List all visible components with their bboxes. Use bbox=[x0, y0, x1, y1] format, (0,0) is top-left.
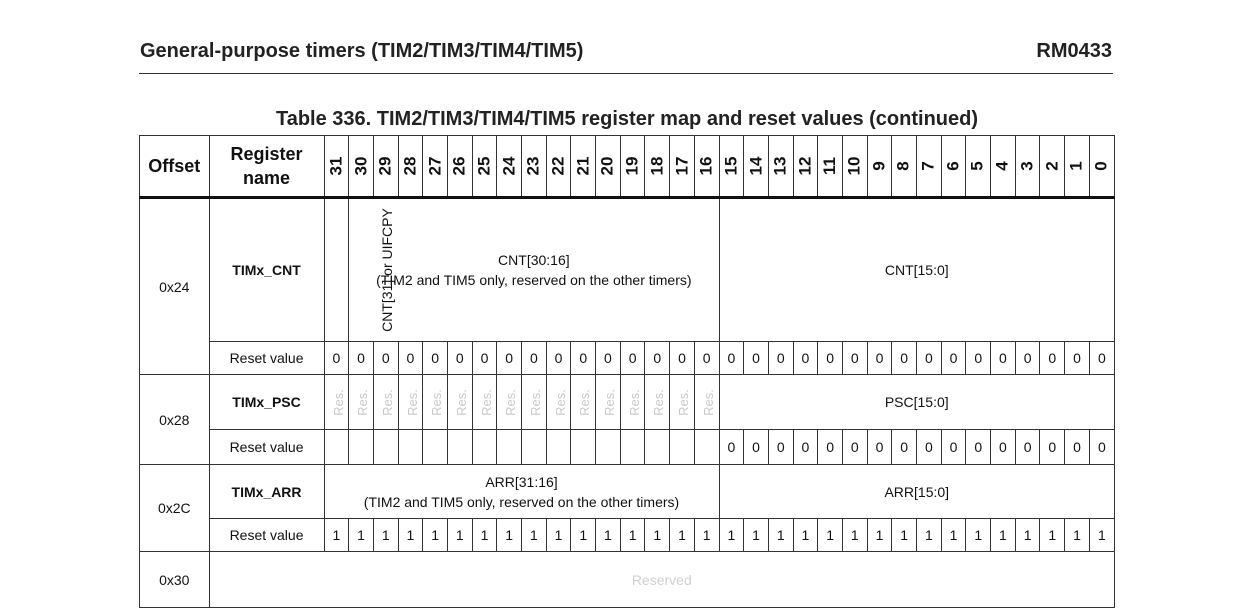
reset-bit-cell bbox=[571, 430, 596, 465]
reserved-bit-cell bbox=[645, 375, 670, 430]
reset-bit-cell: 0 bbox=[324, 342, 349, 375]
reset-bit-cell bbox=[522, 430, 547, 465]
reset-bit-cell bbox=[349, 430, 374, 465]
reset-bit-cell: 0 bbox=[917, 430, 942, 465]
bit-number: 13 bbox=[770, 156, 790, 176]
bit-header bbox=[719, 136, 744, 198]
reset-bit-cell: 0 bbox=[991, 342, 1016, 375]
bit-number: 23 bbox=[523, 156, 543, 176]
reset-bit-cell: 0 bbox=[670, 342, 695, 375]
reserved-bit-label: Res. bbox=[675, 388, 691, 416]
reset-bit-cell bbox=[447, 430, 472, 465]
reset-bit-cell: 1 bbox=[818, 519, 843, 552]
reset-bit-cell: 1 bbox=[349, 519, 374, 552]
bit-header bbox=[1089, 136, 1114, 198]
reserved-bit-label: Res. bbox=[453, 388, 469, 416]
reserved-bit-label: Res. bbox=[527, 388, 543, 416]
reset-bit-cell: 0 bbox=[1040, 430, 1065, 465]
reserved-bit-cell bbox=[571, 375, 596, 430]
reserved-bit-label: Res. bbox=[601, 388, 617, 416]
reset-bit-cell bbox=[620, 430, 645, 465]
reserved-bit-label: Res. bbox=[626, 388, 642, 416]
register-name-cell: TIMx_PSC bbox=[209, 375, 324, 430]
reserved-bit-label: Res. bbox=[379, 388, 395, 416]
reserved-bit-cell bbox=[472, 375, 497, 430]
reset-bit-cell: 0 bbox=[398, 342, 423, 375]
reserved-bit-label: Res. bbox=[330, 388, 346, 416]
offset-cell: 0x28 bbox=[140, 375, 210, 465]
bit-header bbox=[966, 136, 991, 198]
reset-bit-cell: 0 bbox=[1015, 342, 1040, 375]
bit-header bbox=[398, 136, 423, 198]
reset-bit-cell: 1 bbox=[571, 519, 596, 552]
reserved-bit-label: Res. bbox=[478, 388, 494, 416]
reset-bit-cell: 1 bbox=[1089, 519, 1114, 552]
bit-number: 12 bbox=[795, 156, 815, 176]
table-row bbox=[140, 552, 1115, 608]
reset-bit-cell: 0 bbox=[793, 342, 818, 375]
high-field-name: CNT[30:16] bbox=[498, 252, 570, 268]
reset-bit-cell: 0 bbox=[818, 430, 843, 465]
bit-header bbox=[694, 136, 719, 198]
reset-bit-cell: 0 bbox=[991, 430, 1016, 465]
reset-bit-cell: 0 bbox=[1089, 430, 1114, 465]
reset-bit-cell: 0 bbox=[744, 430, 769, 465]
bit-header bbox=[991, 136, 1016, 198]
reset-bit-cell: 0 bbox=[596, 342, 621, 375]
bit-number: 7 bbox=[918, 161, 938, 171]
reset-bit-cell: 0 bbox=[694, 342, 719, 375]
bit-number: 15 bbox=[721, 156, 741, 176]
bit-number: 1 bbox=[1066, 161, 1086, 171]
reset-bit-cell: 0 bbox=[768, 342, 793, 375]
reset-bit-cell: 0 bbox=[842, 342, 867, 375]
reset-bit-cell: 0 bbox=[744, 342, 769, 375]
reset-bit-cell: 1 bbox=[719, 519, 744, 552]
register-name-cell: TIMx_CNT bbox=[209, 198, 324, 342]
reset-bit-cell: 0 bbox=[842, 430, 867, 465]
reset-bit-cell: 1 bbox=[423, 519, 448, 552]
reset-value-label: Reset value bbox=[209, 519, 324, 552]
offset-cell: 0x2C bbox=[140, 465, 210, 552]
bit-header bbox=[324, 136, 349, 198]
bit-number: 6 bbox=[943, 161, 963, 171]
bit-number: 27 bbox=[425, 156, 445, 176]
table-caption: Table 336. TIM2/TIM3/TIM4/TIM5 register map and reset values (continued) bbox=[275, 108, 979, 130]
reset-value-label: Reset value bbox=[209, 342, 324, 375]
bit-header bbox=[941, 136, 966, 198]
bit-header bbox=[620, 136, 645, 198]
offset-cell: 0x30 bbox=[140, 552, 210, 608]
bit-header bbox=[917, 136, 942, 198]
reserved-bit-cell bbox=[423, 375, 448, 430]
document-id: RM0433 bbox=[1036, 40, 1112, 62]
reset-bit-cell: 0 bbox=[892, 430, 917, 465]
reserved-bit-cell bbox=[497, 375, 522, 430]
reserved-bit-cell bbox=[670, 375, 695, 430]
reset-bit-cell bbox=[670, 430, 695, 465]
reserved-bit-cell bbox=[694, 375, 719, 430]
reset-bit-cell: 0 bbox=[867, 342, 892, 375]
bit-number: 4 bbox=[992, 161, 1012, 171]
bit31-field-label: CNT[31] or UIFCPY bbox=[378, 208, 395, 332]
bit-number: 26 bbox=[449, 156, 469, 176]
reserved-cell: Reserved bbox=[209, 552, 1114, 608]
reset-bit-cell: 0 bbox=[447, 342, 472, 375]
offset-column-header: Offset bbox=[140, 136, 210, 198]
reset-bit-cell: 1 bbox=[620, 519, 645, 552]
bit-header bbox=[447, 136, 472, 198]
reset-bit-cell: 0 bbox=[373, 342, 398, 375]
bit-header bbox=[349, 136, 374, 198]
low-field-cell: CNT[15:0] bbox=[719, 198, 1115, 342]
reset-bit-cell bbox=[373, 430, 398, 465]
reset-bit-cell: 0 bbox=[892, 342, 917, 375]
high-field-note: (TIM2 and TIM5 only, reserved on the other timers) bbox=[363, 493, 680, 510]
bit-header bbox=[1065, 136, 1090, 198]
low-field-cell: PSC[15:0] bbox=[719, 375, 1115, 430]
register-name-cell: TIMx_ARR bbox=[209, 465, 324, 519]
reset-bit-cell: 0 bbox=[423, 342, 448, 375]
reserved-bit-cell bbox=[324, 375, 349, 430]
reset-bit-cell bbox=[324, 430, 349, 465]
bit31-field-cell bbox=[324, 198, 395, 342]
reset-bit-cell: 1 bbox=[892, 519, 917, 552]
reset-bit-cell: 0 bbox=[966, 342, 991, 375]
reset-value-row bbox=[140, 519, 1115, 552]
bit-header bbox=[373, 136, 398, 198]
reset-bit-cell: 1 bbox=[966, 519, 991, 552]
bit-header bbox=[423, 136, 448, 198]
bit-header bbox=[571, 136, 596, 198]
reset-bit-cell: 1 bbox=[398, 519, 423, 552]
reset-bit-cell: 1 bbox=[1065, 519, 1090, 552]
bit-number: 14 bbox=[746, 156, 766, 176]
reserved-bit-cell bbox=[596, 375, 621, 430]
reset-bit-cell: 1 bbox=[447, 519, 472, 552]
reserved-bit-cell bbox=[546, 375, 571, 430]
reset-bit-cell: 0 bbox=[1015, 430, 1040, 465]
bit-header bbox=[768, 136, 793, 198]
bit-number: 9 bbox=[869, 161, 889, 171]
reset-bit-cell: 0 bbox=[818, 342, 843, 375]
reset-bit-cell: 0 bbox=[941, 342, 966, 375]
bit-number: 3 bbox=[1017, 161, 1037, 171]
bit-number: 20 bbox=[597, 156, 617, 176]
reset-value-label: Reset value bbox=[209, 430, 324, 465]
table-row bbox=[140, 198, 1115, 342]
reset-bit-cell: 0 bbox=[497, 342, 522, 375]
reserved-bit-label: Res. bbox=[700, 388, 716, 416]
bit-header bbox=[842, 136, 867, 198]
section-title: General-purpose timers (TIM2/TIM3/TIM4/TIM5) bbox=[140, 40, 584, 62]
reset-bit-cell: 1 bbox=[1040, 519, 1065, 552]
bit-header bbox=[596, 136, 621, 198]
reset-bit-cell: 1 bbox=[744, 519, 769, 552]
bit-header bbox=[522, 136, 547, 198]
reserved-bit-label: Res. bbox=[404, 388, 420, 416]
bit-number: 19 bbox=[622, 156, 642, 176]
bit-number: 25 bbox=[474, 156, 494, 176]
reset-bit-cell: 0 bbox=[1065, 430, 1090, 465]
reset-bit-cell: 0 bbox=[719, 430, 744, 465]
reset-bit-cell: 0 bbox=[349, 342, 374, 375]
bit-header bbox=[497, 136, 522, 198]
reset-bit-cell: 0 bbox=[1040, 342, 1065, 375]
reset-bit-cell: 1 bbox=[768, 519, 793, 552]
reset-bit-cell: 1 bbox=[472, 519, 497, 552]
bit-header bbox=[867, 136, 892, 198]
bit-header bbox=[1015, 136, 1040, 198]
high-field-cell bbox=[349, 198, 719, 342]
bit-number: 16 bbox=[696, 156, 716, 176]
reset-bit-cell: 0 bbox=[793, 430, 818, 465]
reset-bit-cell: 0 bbox=[917, 342, 942, 375]
bit-number: 8 bbox=[894, 161, 914, 171]
low-field-cell: ARR[15:0] bbox=[719, 465, 1115, 519]
bit-number: 31 bbox=[326, 156, 346, 176]
bit-number: 22 bbox=[548, 156, 568, 176]
reset-bit-cell: 0 bbox=[1065, 342, 1090, 375]
reset-bit-cell: 1 bbox=[917, 519, 942, 552]
high-field-cell bbox=[324, 465, 719, 519]
table-row bbox=[140, 465, 1115, 519]
reset-bit-cell: 1 bbox=[645, 519, 670, 552]
reset-bit-cell: 1 bbox=[497, 519, 522, 552]
reset-bit-cell: 1 bbox=[546, 519, 571, 552]
reset-bit-cell: 0 bbox=[1089, 342, 1114, 375]
reset-bit-cell bbox=[694, 430, 719, 465]
reset-bit-cell: 1 bbox=[1015, 519, 1040, 552]
bit-header bbox=[1040, 136, 1065, 198]
reset-bit-cell: 0 bbox=[867, 430, 892, 465]
reserved-bit-cell bbox=[349, 375, 374, 430]
reset-value-row bbox=[140, 430, 1115, 465]
reset-bit-cell: 1 bbox=[373, 519, 398, 552]
bit-number: 30 bbox=[351, 156, 371, 176]
reserved-bit-label: Res. bbox=[552, 388, 568, 416]
reserved-bit-label: Res. bbox=[503, 388, 519, 416]
bit-header bbox=[818, 136, 843, 198]
reset-bit-cell: 1 bbox=[793, 519, 818, 552]
reset-value-row bbox=[140, 342, 1115, 375]
reserved-bit-cell bbox=[522, 375, 547, 430]
bit-header bbox=[472, 136, 497, 198]
bit-number: 0 bbox=[1091, 161, 1111, 171]
offset-cell: 0x24 bbox=[140, 198, 210, 375]
reset-bit-cell bbox=[546, 430, 571, 465]
reset-bit-cell bbox=[423, 430, 448, 465]
bit-header bbox=[744, 136, 769, 198]
reset-bit-cell: 0 bbox=[546, 342, 571, 375]
reserved-bit-cell bbox=[373, 375, 398, 430]
register-map-table bbox=[139, 135, 1115, 608]
reset-bit-cell: 1 bbox=[596, 519, 621, 552]
reserved-bit-label: Res. bbox=[429, 388, 445, 416]
reset-bit-cell bbox=[596, 430, 621, 465]
reserved-bit-label: Res. bbox=[577, 388, 593, 416]
bit-header bbox=[670, 136, 695, 198]
table-header-row bbox=[140, 136, 1115, 198]
reset-bit-cell bbox=[645, 430, 670, 465]
reset-bit-cell: 1 bbox=[941, 519, 966, 552]
reset-bit-cell: 1 bbox=[867, 519, 892, 552]
reserved-bit-label: Res. bbox=[651, 388, 667, 416]
reset-bit-cell: 0 bbox=[620, 342, 645, 375]
reserved-bit-cell bbox=[620, 375, 645, 430]
bit-number: 5 bbox=[968, 161, 988, 171]
reset-bit-cell bbox=[497, 430, 522, 465]
reset-bit-cell: 1 bbox=[522, 519, 547, 552]
reset-bit-cell: 0 bbox=[719, 342, 744, 375]
bit-number: 21 bbox=[573, 156, 593, 176]
reset-bit-cell: 1 bbox=[324, 519, 349, 552]
bit-number: 29 bbox=[375, 156, 395, 176]
bit-header bbox=[793, 136, 818, 198]
table-row bbox=[140, 375, 1115, 430]
bit-number: 10 bbox=[844, 156, 864, 176]
reset-bit-cell: 0 bbox=[768, 430, 793, 465]
reset-bit-cell bbox=[398, 430, 423, 465]
bit-number: 2 bbox=[1042, 161, 1062, 171]
reserved-bit-cell bbox=[447, 375, 472, 430]
reset-bit-cell: 1 bbox=[670, 519, 695, 552]
reset-bit-cell: 0 bbox=[522, 342, 547, 375]
header-rule bbox=[139, 73, 1113, 74]
bit-header bbox=[546, 136, 571, 198]
reserved-bit-label: Res. bbox=[355, 388, 371, 416]
reserved-bit-cell bbox=[398, 375, 423, 430]
high-field-note: (TIM2 and TIM5 only, reserved on the other timers) bbox=[376, 272, 692, 288]
bit-number: 11 bbox=[820, 157, 840, 175]
bit-header bbox=[892, 136, 917, 198]
bit-number: 28 bbox=[400, 156, 420, 176]
reset-bit-cell: 0 bbox=[645, 342, 670, 375]
bit-header bbox=[645, 136, 670, 198]
bit-number: 18 bbox=[647, 156, 667, 176]
bit-number: 24 bbox=[499, 156, 519, 176]
reset-bit-cell: 0 bbox=[472, 342, 497, 375]
reset-bit-cell: 1 bbox=[842, 519, 867, 552]
reset-bit-cell: 0 bbox=[966, 430, 991, 465]
reset-bit-cell: 0 bbox=[941, 430, 966, 465]
high-field-name: ARR[31:16] bbox=[485, 473, 558, 490]
reset-bit-cell: 1 bbox=[991, 519, 1016, 552]
reset-bit-cell: 0 bbox=[571, 342, 596, 375]
reset-bit-cell bbox=[472, 430, 497, 465]
reset-bit-cell: 1 bbox=[694, 519, 719, 552]
register-name-column-header: Register name bbox=[209, 136, 324, 198]
bit-number: 17 bbox=[671, 156, 691, 176]
